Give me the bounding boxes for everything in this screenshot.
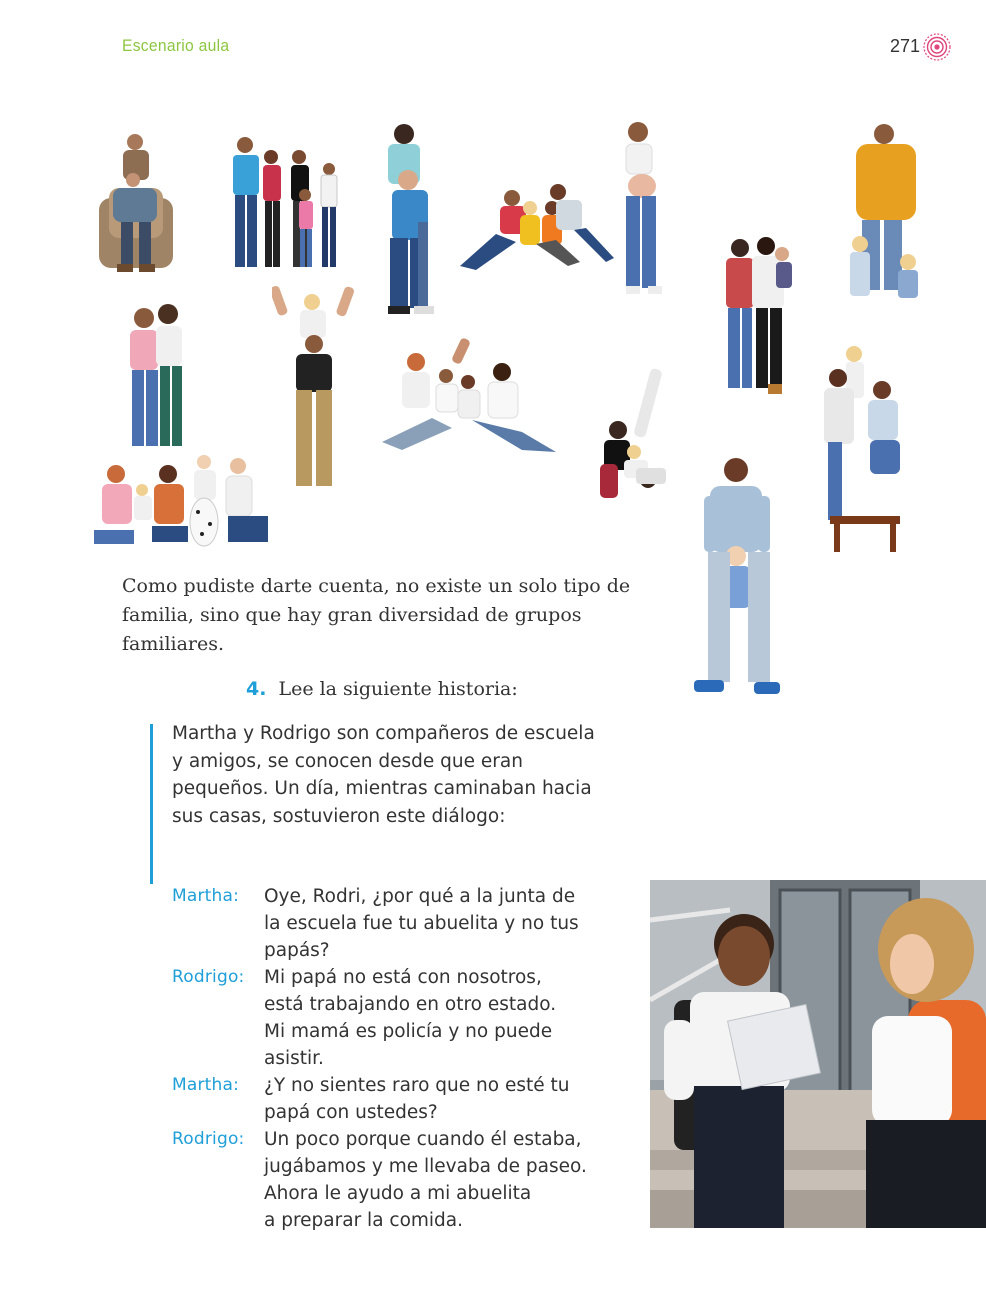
dialogue-speech: Oye, Rodri, ¿por qué a la junta de la escuela fue tu abuelita y no tus papás? xyxy=(264,886,579,961)
family-photo-group-five xyxy=(225,135,345,277)
instruction xyxy=(246,678,518,700)
family-photo-mother-son xyxy=(378,122,440,318)
instruction-text: Lee la siguiente historia: xyxy=(278,678,518,700)
dialogue xyxy=(172,883,632,1234)
family-photo-mother-two-kids xyxy=(848,124,920,302)
dialogue-line xyxy=(172,1072,632,1126)
family-photo-couple-child xyxy=(716,236,798,396)
story-accent-bar xyxy=(150,724,153,884)
dialogue-speech: ¿Y no sientes raro que no esté tu papá con ustedes? xyxy=(264,1075,570,1123)
family-photo-family-with-dalmatian xyxy=(94,452,272,552)
family-photo-father-armchair xyxy=(95,128,177,284)
dialogue-speech: Un poco porque cuando él estaba, jugábamos y me llevaba de paseo. Ahora le ayudo a mi abuelita a preparar la comida. xyxy=(264,1129,587,1231)
family-photo-father-holding-baby xyxy=(688,456,788,706)
dialogue-line xyxy=(172,964,632,1072)
dialogue-speaker: Martha: xyxy=(172,886,240,906)
dialogue-speaker: Rodrigo: xyxy=(172,967,245,987)
family-photo-mixed-family-floor xyxy=(372,332,558,456)
family-photo-siblings-sitting xyxy=(456,182,616,274)
family-photo-father-child-shoulders xyxy=(272,282,354,494)
dialogue-speaker: Martha: xyxy=(172,1075,240,1095)
dialogue-speech: Mi papá no está con nosotros, está trabajando en otro estado. Mi mamá es policía y no puede asistir. xyxy=(264,967,557,1069)
family-photo-pregnant-woman xyxy=(612,120,674,298)
section-title: Escenario aula xyxy=(122,36,230,55)
family-photo-parents-on-stool xyxy=(820,344,910,554)
dialogue-line xyxy=(172,883,632,964)
intro-paragraph: Como pudiste darte cuenta, no existe un solo tipo de familia, sino que hay gran diversidad de grupos familiares. xyxy=(122,575,631,655)
family-photo-lying-family xyxy=(586,368,674,500)
family-photo-two-women xyxy=(124,304,186,450)
school-children-photo xyxy=(650,880,986,1228)
dialogue-speaker: Rodrigo: xyxy=(172,1129,245,1149)
page-number: 271 xyxy=(889,36,920,56)
instruction-number: 4. xyxy=(246,678,267,700)
story-intro: Martha y Rodrigo son compañeros de escuela y amigos, se conocen desde que eran pequeños. Un día, mientras caminaban hacia sus casas, sostuvieron este diálogo: xyxy=(172,723,595,827)
dialogue-line xyxy=(172,1126,632,1234)
ornament-icon xyxy=(922,32,952,62)
